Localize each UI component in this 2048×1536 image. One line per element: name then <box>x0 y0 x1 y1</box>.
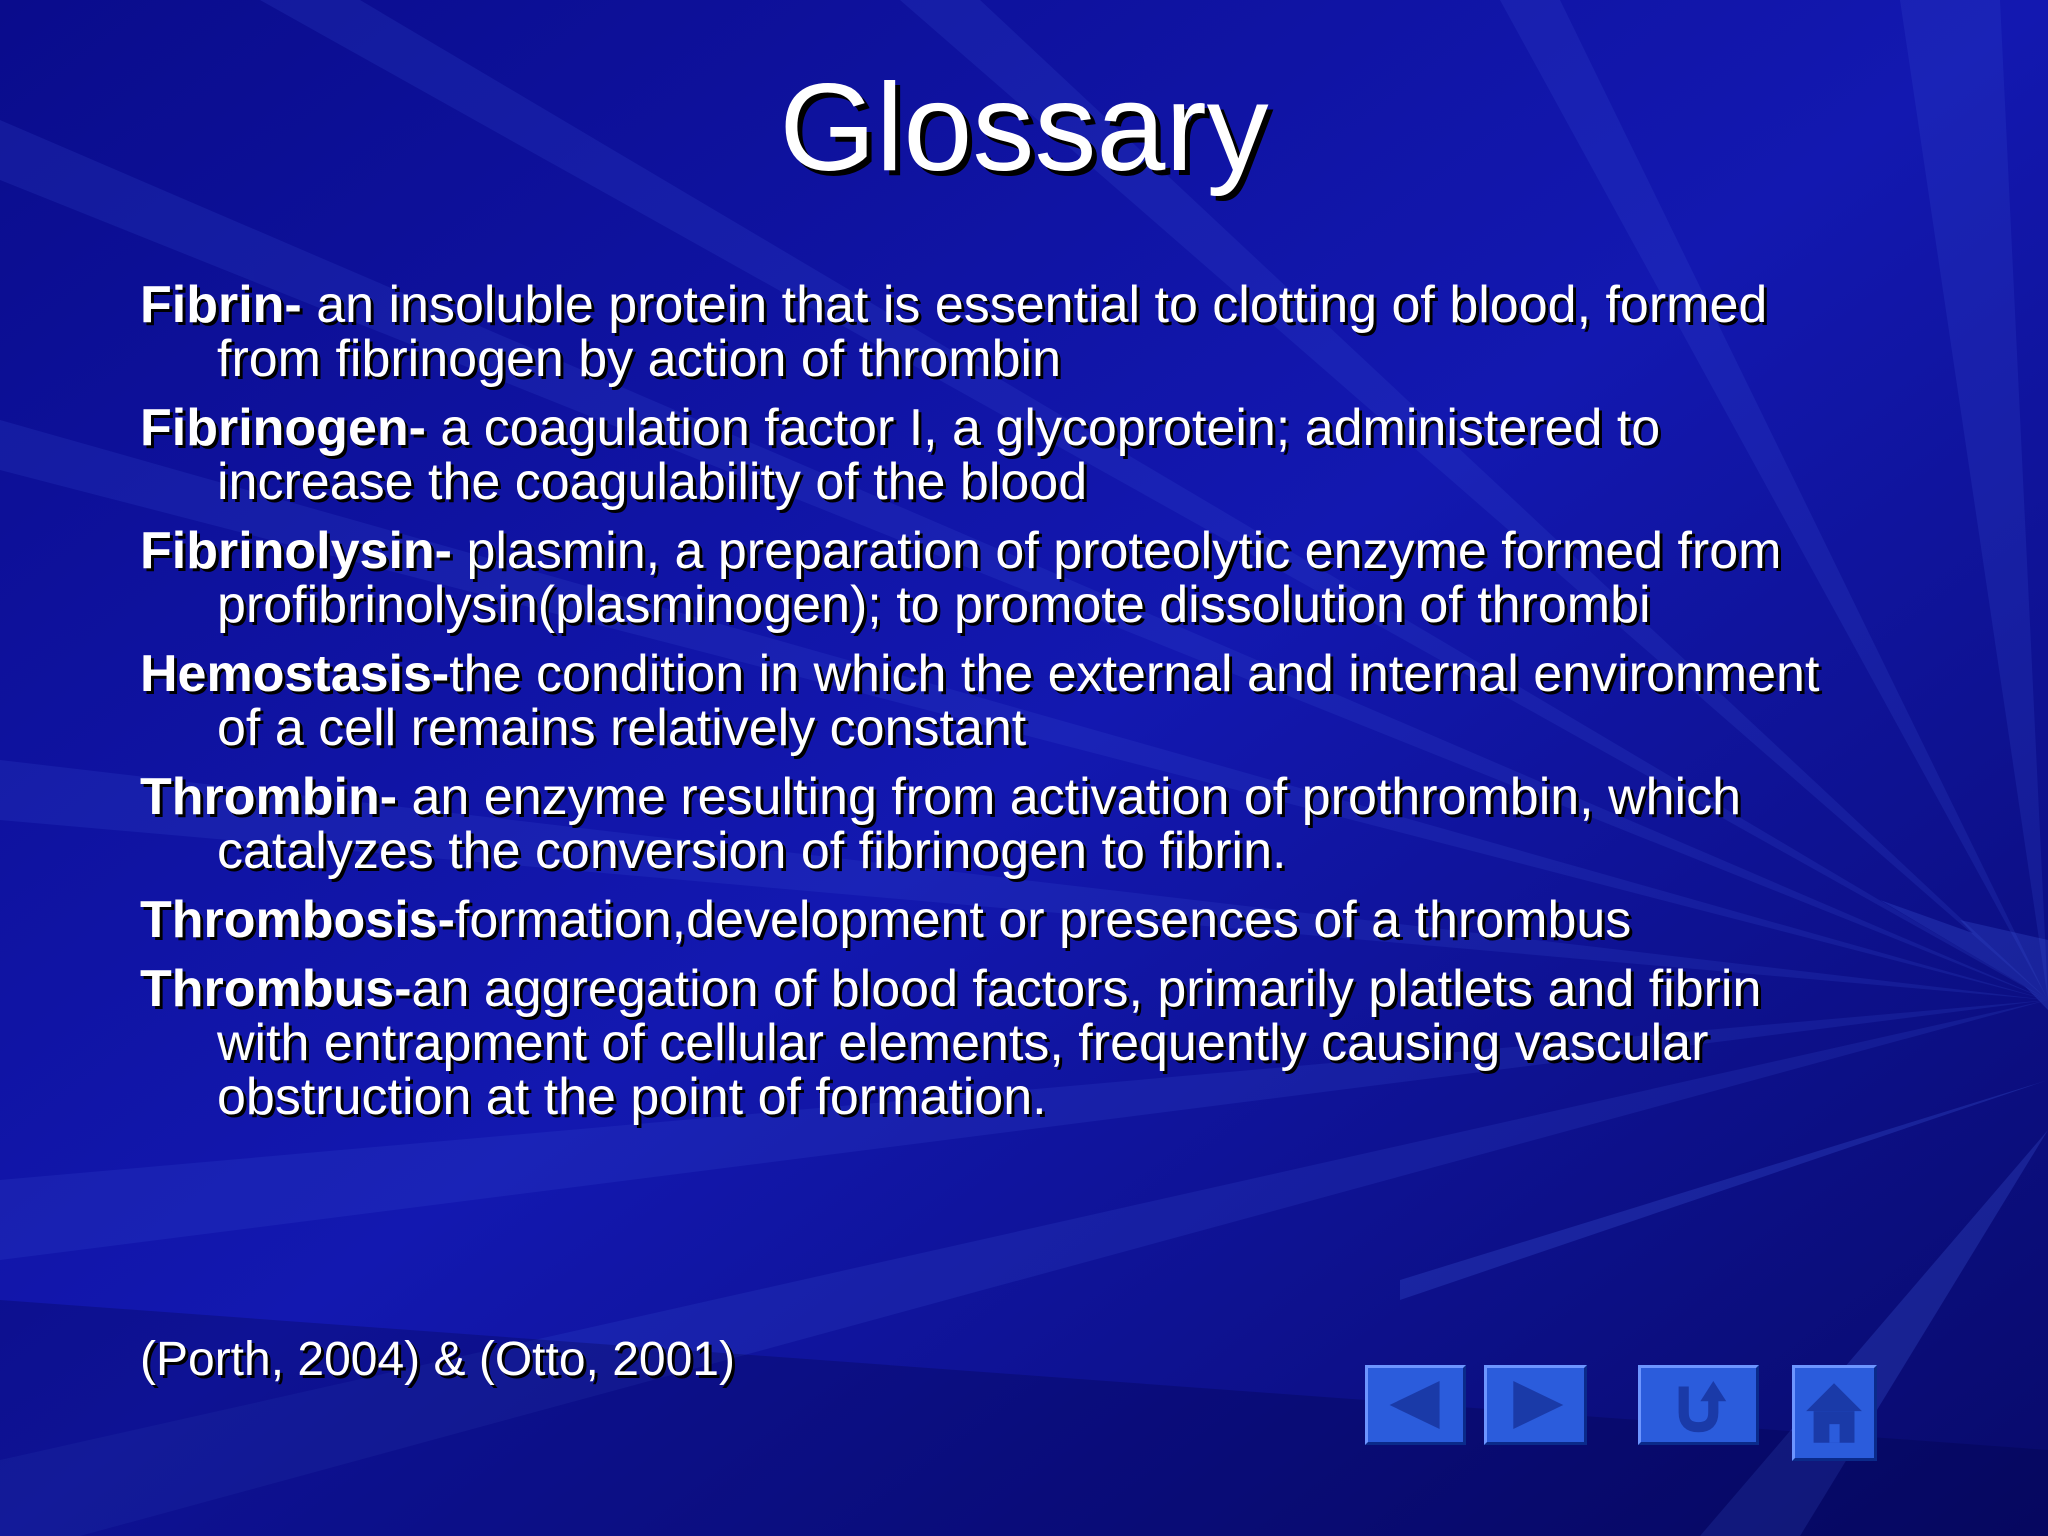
glossary-term: Fibrinolysin- <box>140 522 452 580</box>
glossary-definition: plasmin, a preparation of proteolytic enzyme formed from profibrinolysin(plasminogen); to promote dissolution of thrombi <box>217 522 1782 634</box>
next-slide-button[interactable] <box>1484 1365 1587 1445</box>
glossary-entry-thrombus <box>140 962 1840 1124</box>
glossary-definition: formation,development or presences of a thrombus <box>454 891 1632 949</box>
glossary-definition: the condition in which the external and internal environment of a cell remains relatively constant <box>217 645 1820 757</box>
glossary-entry-fibrin <box>140 278 1840 386</box>
glossary-term: Thrombin- <box>140 768 398 826</box>
return-icon <box>1641 1368 1756 1442</box>
glossary-term: Fibrin- <box>140 276 302 334</box>
return-button[interactable] <box>1638 1365 1759 1445</box>
glossary-term: Thrombus- <box>140 960 412 1018</box>
home-button[interactable] <box>1792 1365 1877 1461</box>
glossary-definition: an insoluble protein that is essential to clotting of blood, formed from fibrinogen by action of thrombin <box>217 276 1768 388</box>
glossary-definition: a coagulation factor I, a glycoprotein; administered to increase the coagulability of the blood <box>217 399 1661 511</box>
previous-slide-button[interactable] <box>1365 1365 1466 1445</box>
glossary-entry-hemostasis <box>140 647 1840 755</box>
arrow-left-icon <box>1368 1368 1463 1442</box>
glossary-entry-thrombosis <box>140 893 1840 947</box>
glossary-list <box>140 278 1840 1139</box>
glossary-term: Hemostasis- <box>140 645 450 703</box>
glossary-term: Fibrinogen- <box>140 399 426 457</box>
glossary-entry-fibrinolysin <box>140 524 1840 632</box>
citation: (Porth, 2004) & (Otto, 2001) <box>140 1333 735 1386</box>
glossary-entry-thrombin <box>140 770 1840 878</box>
glossary-entry-fibrinogen <box>140 401 1840 509</box>
arrow-right-icon <box>1487 1368 1584 1442</box>
glossary-definition: an aggregation of blood factors, primarily platlets and fibrin with entrapment of cellular elements, frequently causing vascular obstruction at the point of formation. <box>217 960 1762 1126</box>
glossary-term: Thrombosis- <box>140 891 455 949</box>
home-icon <box>1795 1368 1874 1458</box>
slide-title: Glossary <box>779 59 1269 197</box>
glossary-definition: an enzyme resulting from activation of prothrombin, which catalyzes the conversion of fibrinogen to fibrin. <box>217 768 1742 880</box>
